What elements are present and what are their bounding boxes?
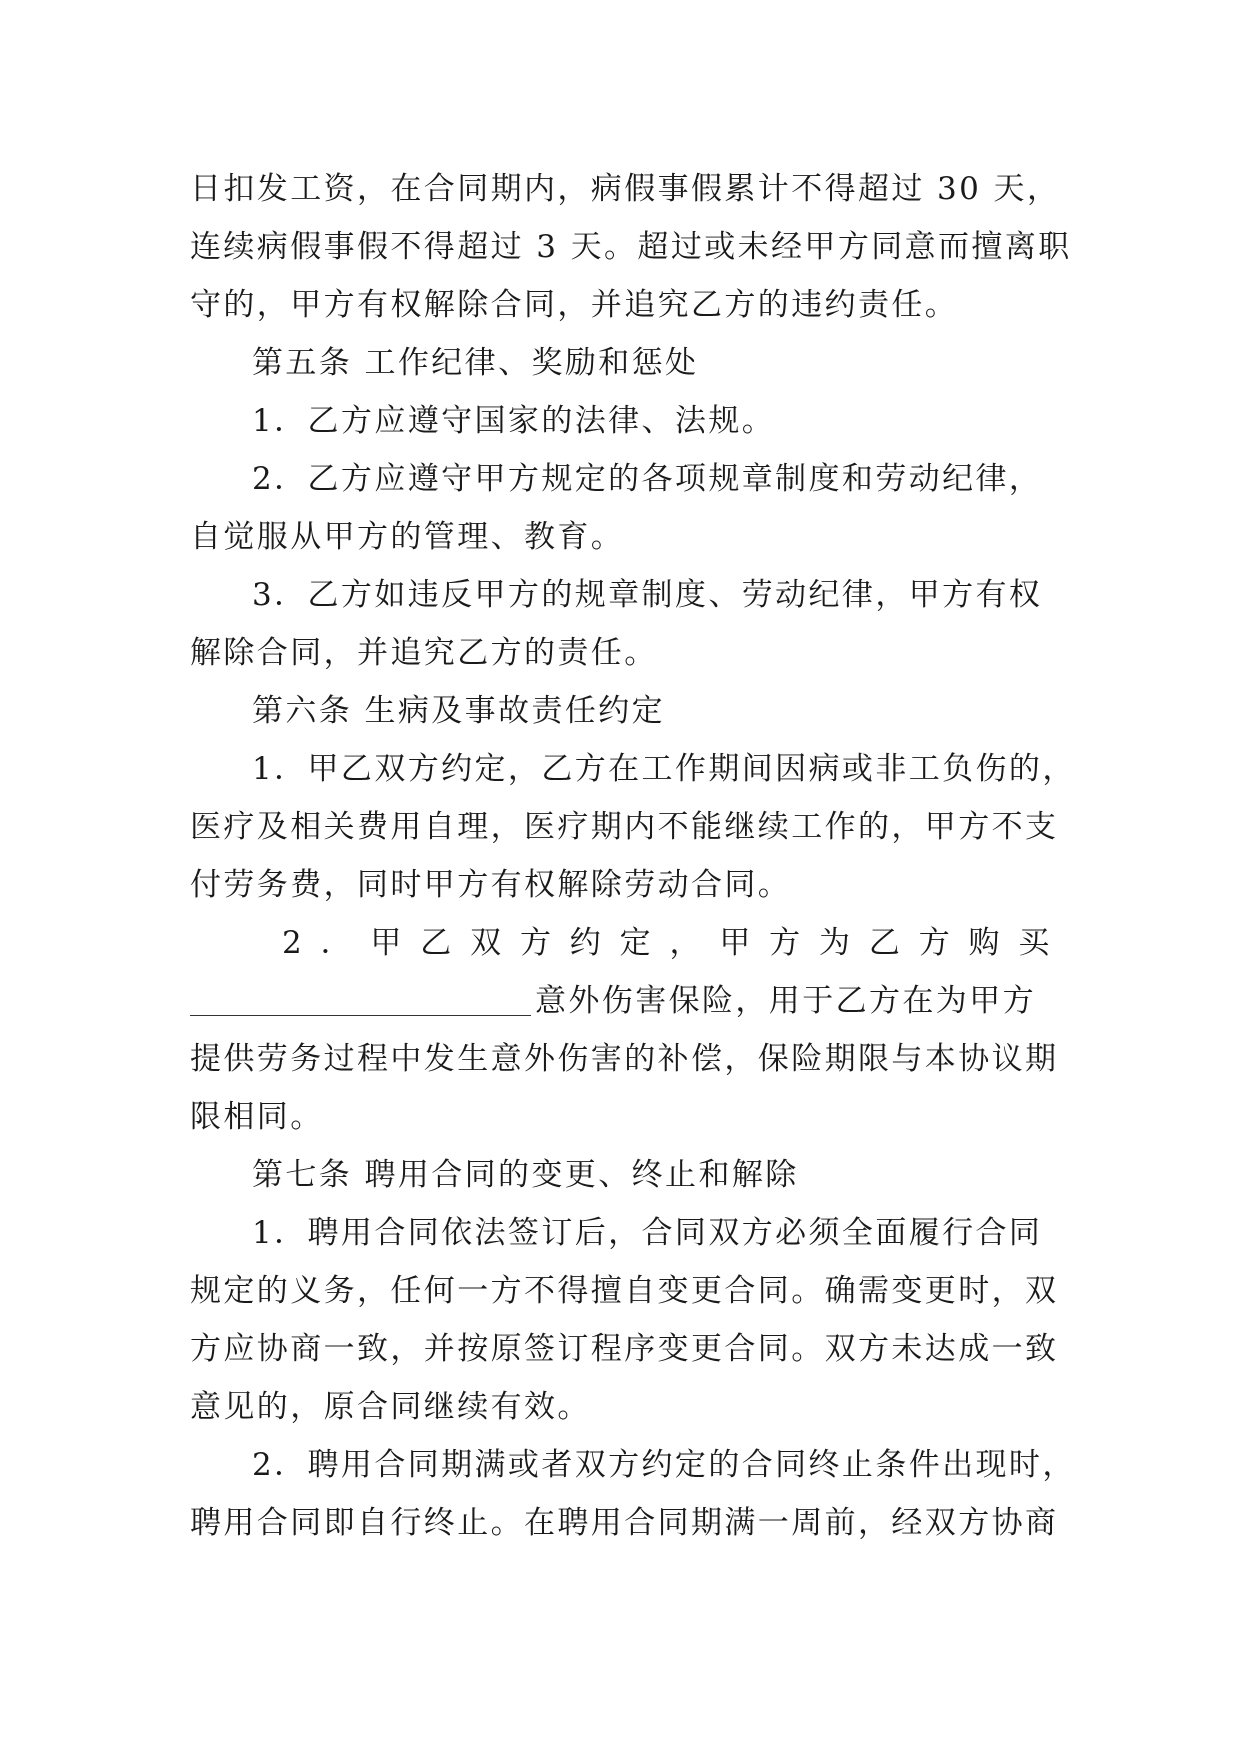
char: 购 bbox=[968, 925, 1002, 961]
text-line: 提供劳务过程中发生意外伤害的补偿，保险期限与本协议期 bbox=[190, 1041, 1059, 1077]
char: 定 bbox=[619, 925, 654, 961]
char: 双 bbox=[470, 925, 504, 961]
text-line: 限相同。 bbox=[190, 1099, 324, 1135]
clause-text: 1．甲乙双方约定，乙方在工作期间因病或非工负伤的， bbox=[252, 751, 1076, 787]
text-line: 付劳务费，同时甲方有权解除劳动合同。 bbox=[190, 867, 792, 903]
char: 买 bbox=[1018, 925, 1052, 961]
text-line: 方应协商一致，并按原签订程序变更合同。双方未达成一致 bbox=[190, 1331, 1059, 1367]
char: 方 bbox=[769, 925, 803, 961]
text-line: 解除合同，并追究乙方的责任。 bbox=[190, 635, 658, 671]
char: ． bbox=[320, 925, 354, 961]
justified-clause-line bbox=[190, 914, 1052, 972]
char: 约 bbox=[569, 925, 604, 961]
clause-text: 2．乙方应遵守甲方规定的各项规章制度和劳动纪律， bbox=[252, 461, 1043, 497]
blank-fill-line bbox=[190, 972, 1052, 1030]
clause-text: 1．聘用合同依法签订后，合同双方必须全面履行合同 bbox=[252, 1215, 1043, 1251]
char: 方 bbox=[519, 925, 554, 961]
text-line: 日扣发工资，在合同期内，病假事假累计不得超过 30 天， bbox=[190, 171, 1061, 207]
text-line: 自觉服从甲方的管理、教育。 bbox=[190, 519, 625, 555]
text-after-blank: 意外伤害保险，用于乙方在为甲方 bbox=[535, 983, 1036, 1019]
article-heading-7: 第七条 聘用合同的变更、终止和解除 bbox=[252, 1157, 799, 1193]
text-line: 守的，甲方有权解除合同，并追究乙方的违约责任。 bbox=[190, 287, 959, 323]
text-line: 聘用合同即自行终止。在聘用合同期满一周前，经双方协商 bbox=[190, 1505, 1059, 1541]
char: 乙 bbox=[420, 925, 454, 961]
clause-text: 2．聘用合同期满或者双方约定的合同终止条件出现时， bbox=[252, 1447, 1076, 1483]
char: 乙 bbox=[868, 925, 903, 961]
text-line: 连续病假事假不得超过 3 天。超过或未经甲方同意而擅离职 bbox=[190, 229, 1072, 265]
text-line: 意见的，原合同继续有效。 bbox=[190, 1389, 591, 1425]
char: 甲 bbox=[719, 925, 753, 961]
clause-text: 3．乙方如违反甲方的规章制度、劳动纪律，甲方有权 bbox=[252, 577, 1043, 613]
char: 为 bbox=[819, 925, 853, 961]
char: 方 bbox=[918, 925, 953, 961]
text-line: 医疗及相关费用自理，医疗期内不能继续工作的，甲方不支 bbox=[190, 809, 1059, 845]
clause-text: 1．乙方应遵守国家的法律、法规。 bbox=[252, 403, 776, 439]
article-heading-5: 第五条 工作纪律、奖励和惩处 bbox=[252, 345, 699, 381]
char: ， bbox=[669, 925, 703, 961]
document-body bbox=[190, 160, 1076, 1552]
char: 2 bbox=[282, 925, 305, 961]
text-line: 规定的义务，任何一方不得擅自变更合同。确需变更时，双 bbox=[190, 1273, 1059, 1309]
article-heading-6: 第六条 生病及事故责任约定 bbox=[252, 693, 666, 729]
char: 甲 bbox=[370, 925, 404, 961]
fill-in-blank[interactable] bbox=[190, 972, 535, 1030]
